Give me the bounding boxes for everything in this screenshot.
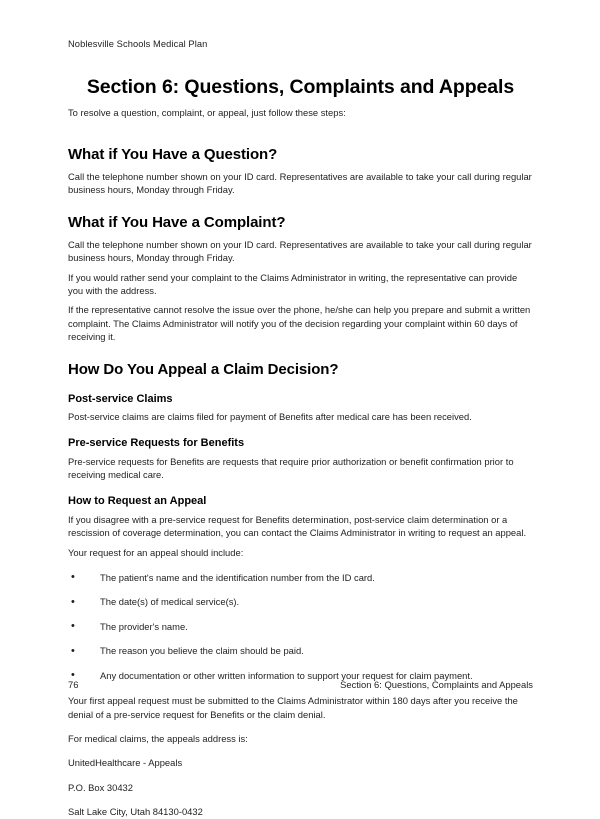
list-item-label: The date(s) of medical service(s).	[100, 596, 240, 608]
list-item-label: The patient's name and the identification number from the ID card.	[100, 571, 375, 583]
heading-how-to-request-an-appeal: How to Request an Appeal	[68, 495, 207, 508]
paragraph-question: Call the telephone number shown on your ID card. Representatives are available to take your call during regular business hours, Monday through Friday.	[68, 170, 532, 196]
list-item	[68, 595, 533, 608]
intro-paragraph: To resolve a question, complaint, or appeal, just follow these steps:	[68, 107, 346, 119]
list-item-label: The reason you believe the claim should be paid.	[100, 645, 304, 657]
appeals-address-block	[68, 745, 533, 818]
bullet-icon: •	[71, 571, 75, 584]
heading-question: What if You Have a Question?	[68, 145, 278, 163]
appeal-list-intro: Your request for an appeal should include:	[68, 546, 244, 558]
bullet-icon: •	[71, 644, 75, 657]
paragraph-complaint-1: Call the telephone number shown on your ID card. Representatives are available to take your call during regular business hours, Monday through Friday.	[68, 238, 532, 264]
address-line-city-state-zip: Salt Lake City, Utah 84130-0432	[68, 806, 203, 818]
heading-complaint: What if You Have a Complaint?	[68, 213, 286, 231]
heading-pre-service-requests: Pre-service Requests for Benefits	[68, 437, 245, 450]
address-line-po-box: P.O. Box 30432	[68, 781, 133, 793]
appeals-address-intro: For medical claims, the appeals address is:	[68, 733, 248, 744]
bullet-icon: •	[71, 595, 75, 608]
list-item-label: Any documentation or other written information to support your request for claim payment.	[100, 669, 473, 681]
bullet-icon: •	[71, 669, 75, 682]
heading-post-service-claims: Post-service Claims	[68, 392, 173, 405]
page-content	[68, 0, 533, 819]
page-footer	[68, 678, 533, 691]
running-header: Noblesville Schools Medical Plan	[68, 39, 208, 49]
paragraph-complaint-2: If you would rather send your complaint to the Claims Administrator in writing, the representative can provide you with the address.	[68, 271, 518, 296]
list-item	[68, 644, 533, 657]
paragraph-pre-service-requests: Pre-service requests for Benefits are requests that require prior authorization or benefit confirmation prior to receiving medical care.	[68, 455, 514, 480]
address-line-organization: UnitedHealthcare - Appeals	[68, 757, 183, 769]
page-title: Section 6: Questions, Complaints and Appeals	[86, 76, 515, 99]
paragraph-post-service-claims: Post-service claims are claims filed for payment of Benefits after medical care has been received.	[68, 410, 472, 422]
paragraph-how-to-request-2: Your first appeal request must be submitted to the Claims Administrator within 180 days after you receive the denial of a pre-service request for Benefits or the claim denial.	[68, 695, 518, 720]
appeal-requirements-list	[68, 559, 533, 682]
paragraph-how-to-request-1: If you disagree with a pre-service request for Benefits determination, post-service claim determination or a rescission of coverage determination, you can contact the Claims Administrator in writing to request an appeal.	[68, 513, 527, 539]
paragraph-complaint-3: If the representative cannot resolve the issue over the phone, he/she can help you prepare and submit a written complaint. The Claims Administrator will notify you of the decision regarding your complaint within 60 days of receiving it.	[68, 304, 531, 343]
page-number: 76	[68, 679, 79, 690]
list-item	[68, 620, 533, 633]
list-item	[68, 571, 533, 584]
footer-section-label: Section 6: Questions, Complaints and Appeals	[340, 679, 533, 690]
bullet-icon: •	[71, 620, 75, 633]
list-item-label: The provider's name.	[100, 620, 188, 632]
heading-appeal: How Do You Appeal a Claim Decision?	[68, 360, 339, 378]
